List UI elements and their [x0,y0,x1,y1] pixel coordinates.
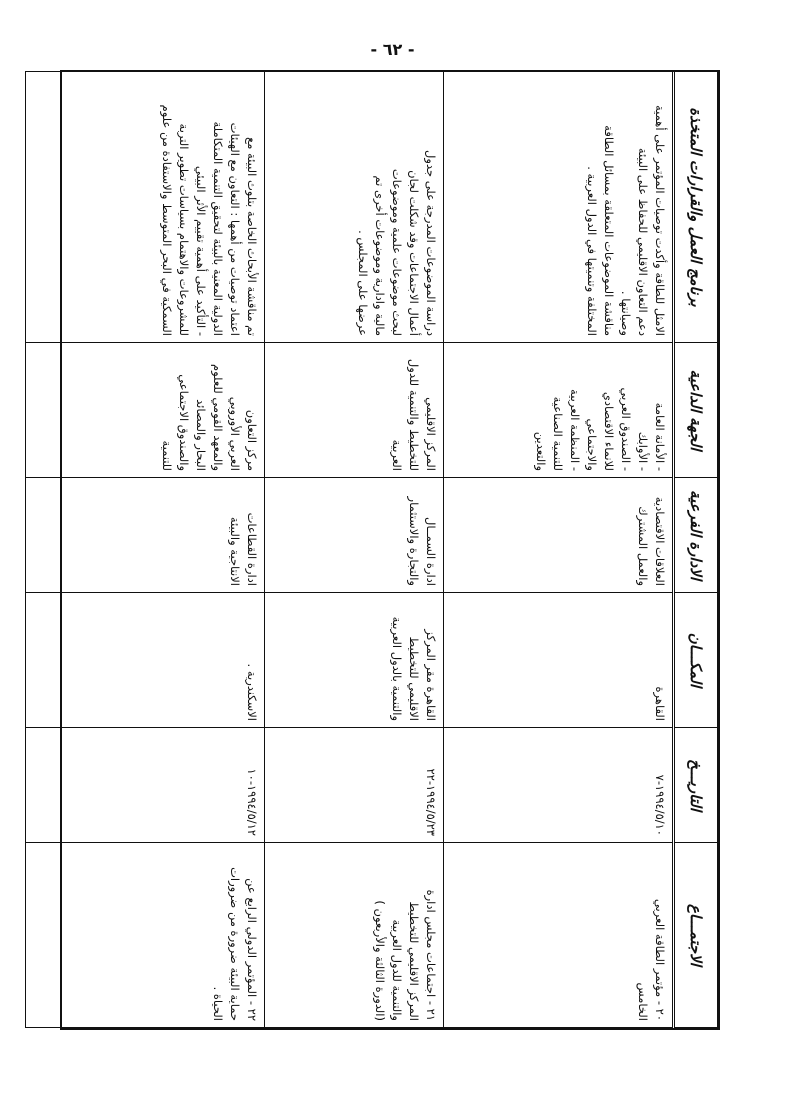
text-line: لبحث موضوعات علمية وموضوعات [390,168,404,336]
text-line: - المنظمة العربية [568,389,582,471]
text-line: القاهرة [653,686,667,721]
text-line: المركز الاقليمي للتخطيط [407,901,421,1021]
text-line: المركز الاقليمي [424,397,438,471]
text-line: العربي الأوروبي [228,396,242,471]
text-line: دعم التعاون الاقليمي للحفاظ على البيئة [636,147,650,336]
text-line: العلاقات الاقتصادية [653,496,667,586]
cell-meeting [265,843,444,1028]
text-line: اعتماد توصيات من أهمها : التعاون مع الهيئات [228,122,242,336]
cell-date [26,728,265,843]
header-organizer: الجهة الداعية [674,343,718,478]
text-line: المختلفة وتنميتها في الدول العربية . [585,166,599,336]
text-line: وصيانتها . [619,290,633,336]
cell-department [444,478,674,593]
text-line: والاجتماعي [585,418,599,471]
text-line: والتجارة والاستثمار [407,496,421,586]
table-row [444,72,674,1028]
text-line: عرضها على المجلس . [356,230,370,336]
text-line: ٢١ - اجتماعات مجلس ادارة [424,889,438,1021]
cell-program [265,72,444,343]
text-line: مناقشة الموضوعات المتعلقة بمسائل الطاقة [602,125,616,336]
cell-organizer [265,343,444,478]
cell-program [444,72,674,343]
cell-date [265,728,444,843]
cell-department [265,478,444,593]
cell-meeting [26,843,265,1028]
text-line: - الصندوق العربي [619,387,633,471]
text-line: ١٩٩٤/٥/٢٣-٢٢ [424,768,438,836]
header-department: الادارة الفرعية [674,478,718,593]
text-line: السمكية في البحر المتوسط والاستفادة من علوم [160,104,174,336]
text-line: الامثل للطاقة وأكدت توصيات المؤتمر على أهمية [653,104,667,336]
cell-department [26,478,265,593]
cell-date [444,728,674,843]
text-line: والتنمية للدول العربية [390,919,404,1021]
text-line: ادارة السمــال [424,517,438,586]
cell-place [265,593,444,728]
text-line: ١٩٩٤/٥/١٠-٧ [653,774,667,836]
text-line: دراسة الموضوعات المدرجة على جدول [424,150,438,336]
text-line: حماية البيئة ضرورة من ضرورات [228,867,242,1021]
table-row [265,72,444,1028]
cell-meeting [444,843,674,1028]
text-line: الدولية المعنية بالبيئة لتحقيق التنمية المتكاملة [211,121,225,336]
text-line: ١٩٩٤/٥/١٢-١٠ [245,768,259,836]
text-line: والصندوق الاجتماعي [177,374,191,471]
header-meeting: الاجتمـــاع [674,843,718,1028]
text-line: القاهرة مقر المركز [424,629,438,721]
page-number: - ٦٢ - [370,40,415,59]
text-line: والتنمية بالدول العربية [390,616,404,721]
text-line: ٢٢ - المؤتمر الدولي الرابع عن [245,878,259,1021]
text-line: للانماء الاقتصادي [602,391,616,471]
text-line: الاسكندرية . [245,663,259,721]
header-program: برنامج العمل والقرارات المتخذة [674,72,718,343]
rotated-table [62,72,718,1028]
text-line: للتنمية [160,440,174,471]
cell-organizer [26,343,265,478]
text-line: تم مناقشة الأبحاث الخاصة بتلوث البيئة مع [245,137,259,336]
text-line: للمشروعات والاهتمام بسياسات تطوير التربة [177,123,191,336]
rotated-table-frame [60,70,720,1030]
text-line: الحياة . [211,986,225,1021]
text-line: الانتاجية والبيئة [228,516,242,586]
text-line: (الدورة الثالثة والأربعون ) [373,900,387,1021]
text-line: والعمل المشترك [636,506,650,586]
cell-program [26,72,265,343]
cell-place [444,593,674,728]
text-line: والمعهد القومي للعلوم [211,363,225,471]
cell-organizer [444,343,674,478]
meetings-table [25,71,718,1028]
text-line: الاقليمي للتخطيط [407,636,421,721]
text-line: للتخطيط والتنمية للدول [407,358,421,471]
header-place: المكـــان [674,593,718,728]
cell-place [26,593,265,728]
text-line: والتعدين [534,431,548,471]
text-line: مالية وادارية وموضوعات أخرى تم [373,175,387,336]
text-line: العربية [390,439,404,471]
text-line: ٢٠ - مؤتمر الطاقة العربي [653,898,667,1021]
table-header-row [674,72,718,1028]
text-line: للتنمية الصناعية [551,396,565,471]
text-line: - التأكيد على أهمية تقييم الأثر البيئي [194,165,208,336]
header-date: التاريـــخ [674,728,718,843]
text-line: البحار والمصائد [194,399,208,471]
text-line: مركز التعاون [245,409,259,471]
text-line: أعمال الاجتماعات وقد شكلت لجان [407,170,421,336]
text-line: - الأمانة العامة [653,402,667,471]
table-row [26,72,265,1028]
text-line: - الأوابك [636,431,650,471]
text-line: ادارة القطاعات [245,512,259,586]
text-line: الخامس [636,982,650,1021]
